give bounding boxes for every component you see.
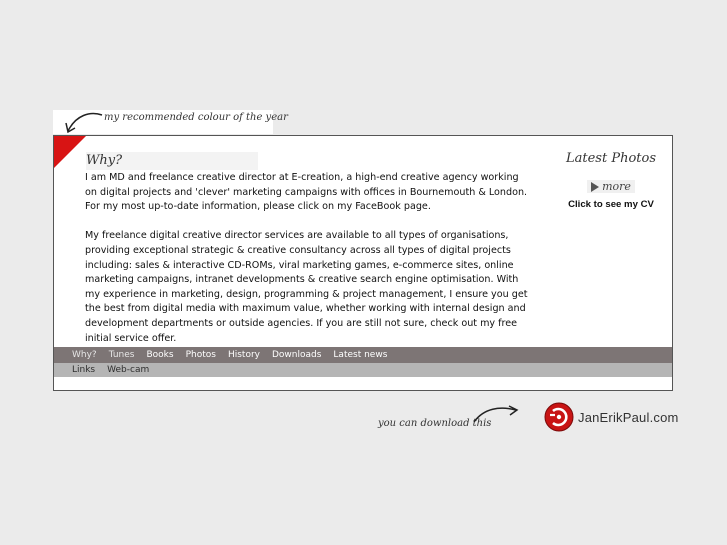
nav-books[interactable]: Books — [140, 347, 179, 364]
services-paragraph: My freelance digital creative director services are available to all types of organisations, providing exceptional strategic & creative consultancy across all types of digital projects including: sales & interactive CD-ROMs, viral marketing games, e-commerce sites, online marketing campaigns, intranet developments & creative search engine optimisation. With my experience in marketing, design, programming & project management, I ensure you get the best from digital media with maximum value, whether working with internal design and development departments or outside agencies. If you are still not sure, check out my free initial service offer. — [85, 230, 528, 344]
nav-photos[interactable]: Photos — [180, 347, 222, 364]
nav-downloads[interactable]: Downloads — [266, 347, 327, 364]
section-title: Why? — [86, 152, 258, 170]
play-icon — [591, 182, 599, 192]
nav-webcam[interactable]: Web-cam — [107, 365, 150, 375]
curved-arrow-icon — [62, 109, 106, 137]
cv-link[interactable]: Click to see my CV — [568, 198, 654, 210]
content-card — [53, 135, 673, 391]
logo-mark-icon — [544, 402, 574, 432]
nav-latest-news[interactable]: Latest news — [327, 347, 393, 364]
annotation-top-text: my recommended colour of the year — [104, 112, 288, 123]
nav-tunes[interactable]: Tunes — [108, 350, 135, 360]
nav-why[interactable]: Why? — [72, 350, 97, 360]
main-content — [85, 171, 533, 361]
nav-history[interactable]: History — [222, 347, 266, 364]
more-label: more — [602, 180, 631, 193]
site-logo[interactable] — [544, 402, 679, 432]
annotation-bottom-text: you can download this — [378, 418, 492, 429]
secondary-nav — [54, 363, 672, 377]
photos-sidebar — [552, 150, 670, 210]
intro-paragraph: I am MD and freelance creative director at E-creation, a high-end creative agency working on digital projects and 'clever' marketing campaigns with offices in Bournemouth & London. For my most up-to-date information, please click on my FaceBook page. — [85, 172, 528, 213]
latest-photos-title: Latest Photos — [566, 151, 656, 166]
logo-text: JanErikPaul.com — [578, 409, 679, 425]
primary-nav — [54, 347, 672, 363]
more-button[interactable] — [587, 180, 635, 193]
accent-corner — [54, 136, 86, 168]
nav-links[interactable]: Links — [72, 365, 96, 375]
curved-arrow-right-icon — [472, 404, 520, 426]
